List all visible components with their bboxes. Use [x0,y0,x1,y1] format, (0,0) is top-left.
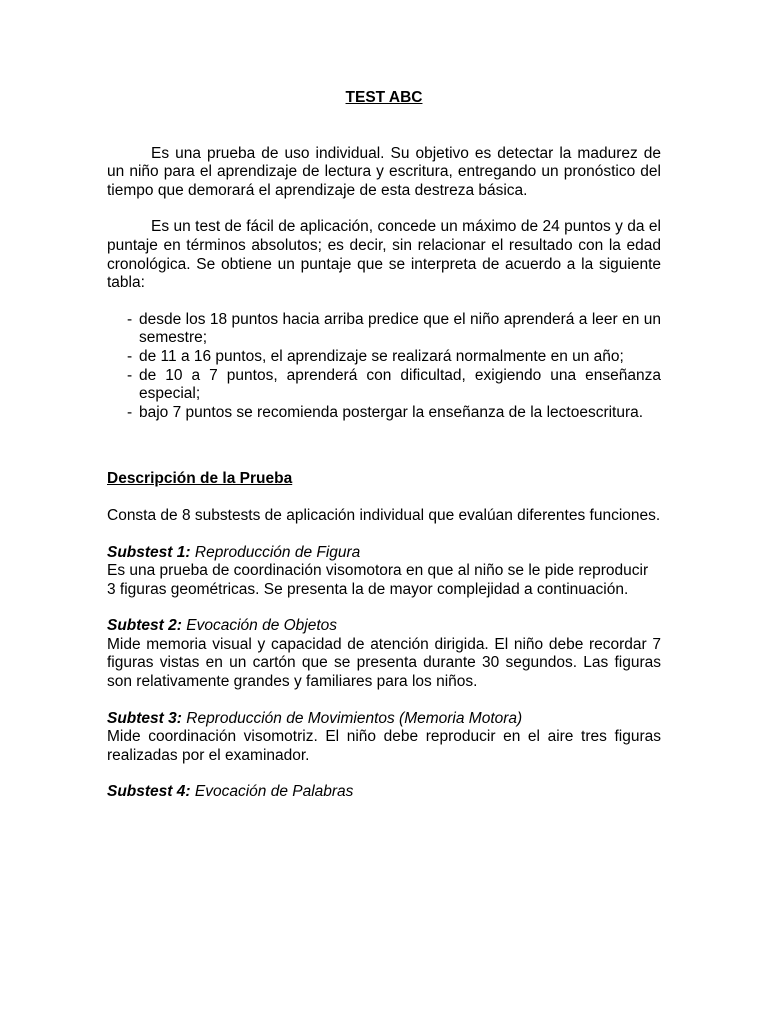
subtest-text: 3 figuras geométricas. Se presenta la de mayor complejidad a continuación. [107,580,629,598]
list-item-text: de 10 a 7 puntos, aprenderá con dificultad, exigiendo una enseñanza especial; [139,366,661,403]
list-item-text: de 11 a 16 puntos, el aprendizaje se realizará normalmente en un año; [139,347,624,365]
list-item [107,404,661,423]
subtest-name: Reproducción de Movimientos (Memoria Motora) [186,709,523,727]
subtest-heading [107,617,661,636]
subtest-name: Evocación de Objetos [186,617,338,635]
subtest-heading [107,783,661,802]
document-title: TEST ABC [345,89,423,106]
list-item [107,367,661,404]
description-text: Consta de 8 substests de aplicación individual que evalúan diferentes funciones. [107,506,661,524]
list-bullet: - [127,310,133,328]
list-item-text: bajo 7 puntos se recomienda postergar la enseñanza de la lectoescritura. [139,403,644,421]
list-bullet: - [127,403,133,421]
subtest-label: Substest 1: [107,543,191,561]
subtest-text: Es una prueba de coordinación visomotora en que al niño se le pide reproducir [107,562,649,580]
intro-paragraph-2: Es un test de fácil de aplicación, concede un máximo de 24 puntos y da el puntaje en términos absolutos; es decir, sin relacionar el resultado con la edad cronológica. Se obtiene un puntaje que se interpreta de acuerdo a la siguiente tabla: [107,218,661,292]
section-heading: Descripción de la Prueba [107,470,293,488]
subtest-heading [107,710,661,729]
document-page [107,88,661,802]
intro-paragraph-1: Es una prueba de uso individual. Su objetivo es detectar la madurez de un niño para el aprendizaje de lectura y escritura, entregando un pronóstico del tiempo que demorará el aprendizaje de esta destreza básica. [107,144,661,199]
subtest-label: Subtest 2: [107,617,182,635]
subtest-4 [107,783,661,802]
subtest-label: Substest 4: [107,783,191,801]
list-item-text: desde los 18 puntos hacia arriba predice que el niño aprenderá a leer en un semestre; [139,310,661,347]
subtest-3 [107,710,661,766]
subtest-text: Mide coordinación visomotriz. El niño debe reproducir en el aire tres figuras realizadas por el examinador. [107,728,661,764]
list-item [107,348,661,367]
subtest-text: Mide memoria visual y capacidad de atención dirigida. El niño debe recordar 7 figuras vistas en un cartón que se presenta durante 30 segundos. Las figuras son relativamente grandes y familiares para los niños. [107,635,661,691]
score-list [107,311,661,423]
subtest-1 [107,544,661,600]
subtest-heading [107,544,661,563]
list-item [107,311,661,348]
subtest-label: Subtest 3: [107,709,182,727]
subtest-name: Evocación de Palabras [194,783,354,801]
list-bullet: - [127,347,133,365]
subtest-2 [107,617,661,691]
list-bullet: - [127,366,133,384]
subtest-name: Reproducción de Figura [194,543,361,561]
